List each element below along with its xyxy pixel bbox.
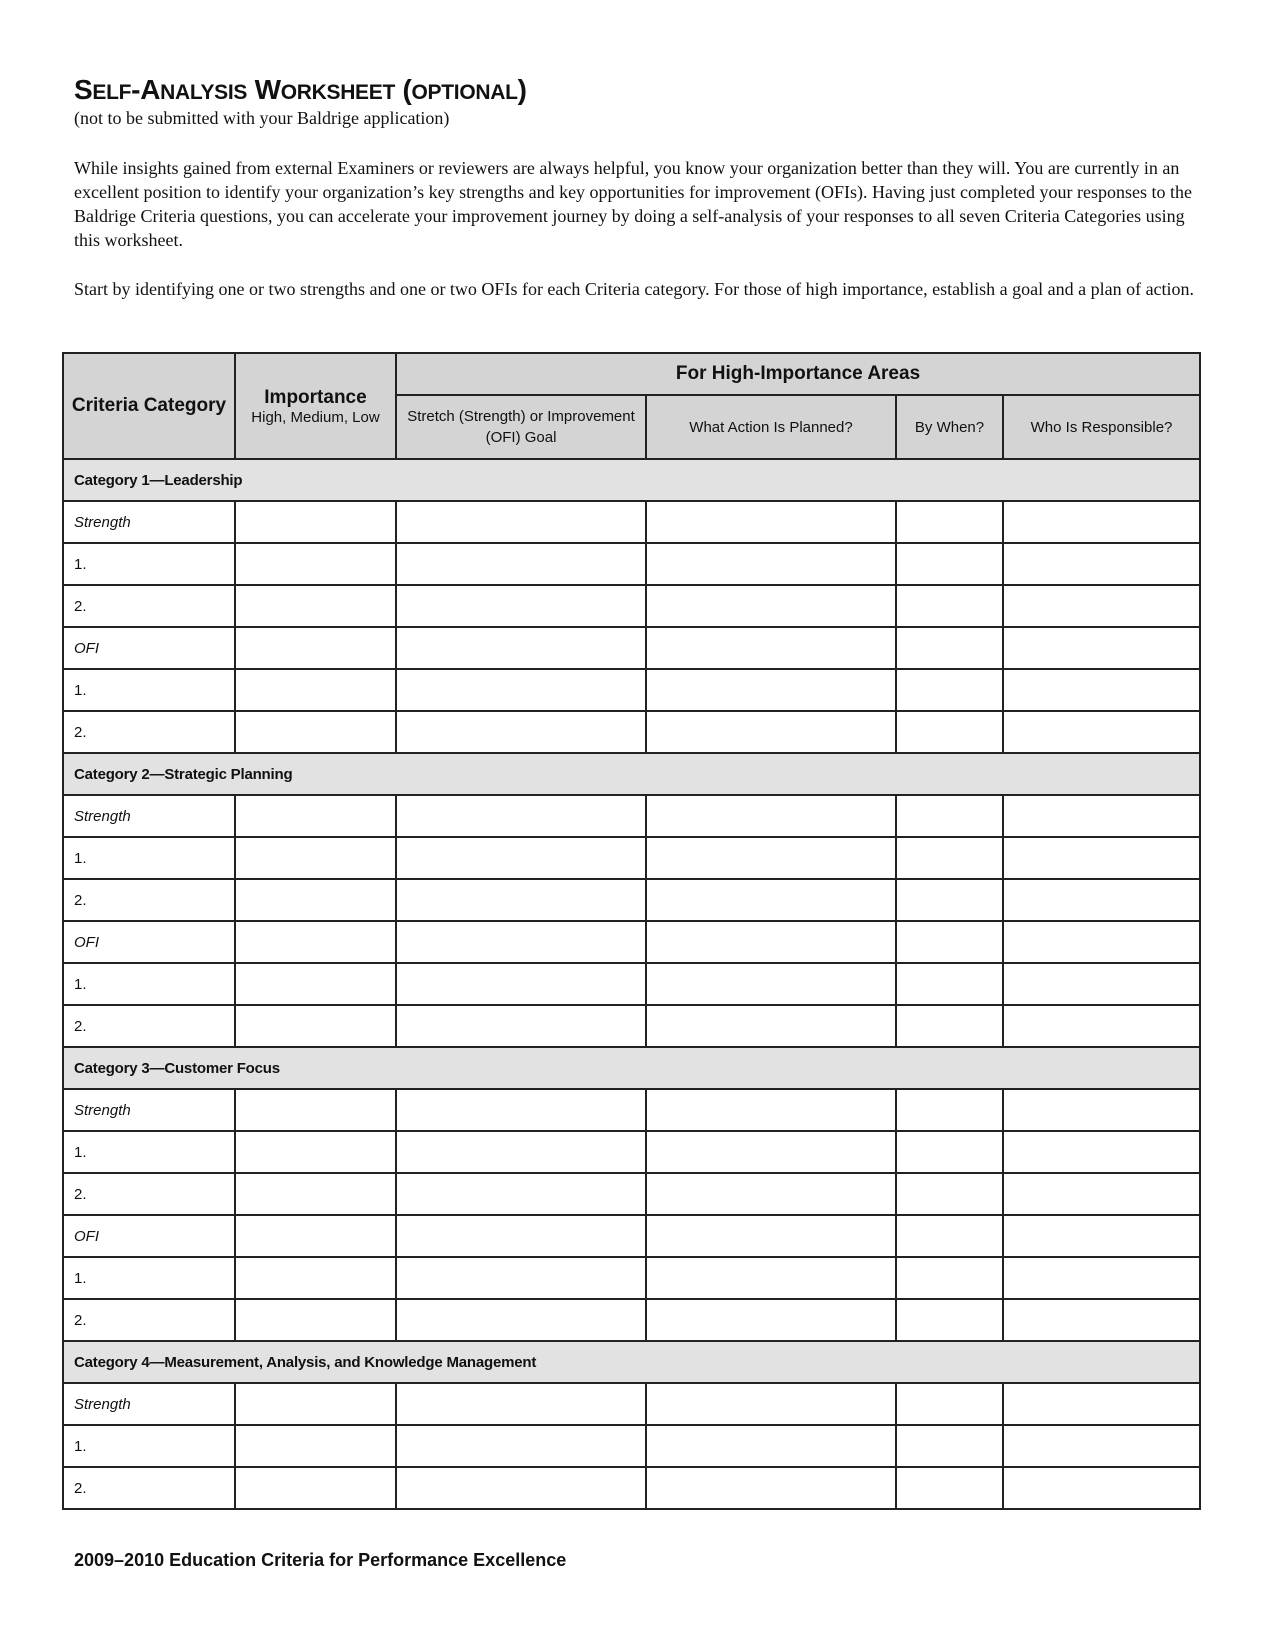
goal-cell[interactable] — [396, 963, 646, 1005]
table-row — [63, 1467, 1200, 1509]
goal-cell[interactable] — [396, 585, 646, 627]
importance-cell[interactable] — [235, 795, 396, 837]
responsible-cell[interactable] — [1003, 1425, 1200, 1467]
importance-cell[interactable] — [235, 627, 396, 669]
responsible-cell[interactable] — [1003, 711, 1200, 753]
action-cell[interactable] — [646, 1467, 896, 1509]
importance-cell[interactable] — [235, 1425, 396, 1467]
by-when-cell[interactable] — [896, 711, 1003, 753]
category-label: Category 1—Leadership — [63, 459, 1200, 501]
goal-cell[interactable] — [396, 795, 646, 837]
row-label: 2. — [63, 1173, 235, 1215]
by-when-cell[interactable] — [896, 1005, 1003, 1047]
by-when-cell[interactable] — [896, 879, 1003, 921]
instructions-paragraph: Start by identifying one or two strengths and one or two OFIs for each Criteria category. For those of high importance, establish a goal and a plan of action. — [74, 279, 1195, 299]
goal-cell[interactable] — [396, 669, 646, 711]
row-label: 2. — [63, 1005, 235, 1047]
by-when-cell[interactable] — [896, 837, 1003, 879]
row-label: 1. — [63, 669, 235, 711]
action-cell[interactable] — [646, 963, 896, 1005]
responsible-cell[interactable] — [1003, 1089, 1200, 1131]
table-row — [63, 795, 1200, 837]
importance-cell[interactable] — [235, 1131, 396, 1173]
responsible-cell[interactable] — [1003, 1173, 1200, 1215]
action-cell[interactable] — [646, 1089, 896, 1131]
by-when-cell[interactable] — [896, 1131, 1003, 1173]
responsible-cell[interactable] — [1003, 543, 1200, 585]
responsible-cell[interactable] — [1003, 585, 1200, 627]
responsible-cell[interactable] — [1003, 1299, 1200, 1341]
goal-cell[interactable] — [396, 543, 646, 585]
table-row — [63, 837, 1200, 879]
responsible-cell[interactable] — [1003, 795, 1200, 837]
responsible-header: Who Is Responsible? — [1003, 395, 1200, 459]
category-row — [63, 1341, 1200, 1383]
category-row — [63, 459, 1200, 501]
by-when-cell[interactable] — [896, 585, 1003, 627]
goal-cell[interactable] — [396, 1173, 646, 1215]
responsible-cell[interactable] — [1003, 627, 1200, 669]
row-label: 1. — [63, 837, 235, 879]
action-cell[interactable] — [646, 669, 896, 711]
by-when-cell[interactable] — [896, 669, 1003, 711]
by-when-cell[interactable] — [896, 1467, 1003, 1509]
by-when-header: By When? — [896, 395, 1003, 459]
row-label: Strength — [63, 501, 235, 543]
goal-cell[interactable] — [396, 1467, 646, 1509]
table-row — [63, 879, 1200, 921]
by-when-cell[interactable] — [896, 1089, 1003, 1131]
goal-cell[interactable] — [396, 837, 646, 879]
table-row — [63, 1215, 1200, 1257]
action-cell[interactable] — [646, 1131, 896, 1173]
responsible-cell[interactable] — [1003, 837, 1200, 879]
high-importance-group-header: For High-Importance Areas — [396, 353, 1200, 395]
table-row — [63, 1089, 1200, 1131]
action-cell[interactable] — [646, 1173, 896, 1215]
by-when-cell[interactable] — [896, 1299, 1003, 1341]
category-row — [63, 1047, 1200, 1089]
goal-cell[interactable] — [396, 1383, 646, 1425]
action-cell[interactable] — [646, 585, 896, 627]
goal-cell[interactable] — [396, 1215, 646, 1257]
responsible-cell[interactable] — [1003, 921, 1200, 963]
importance-cell[interactable] — [235, 1257, 396, 1299]
importance-cell[interactable] — [235, 921, 396, 963]
row-label: 2. — [63, 1467, 235, 1509]
table-row — [63, 921, 1200, 963]
table-row — [63, 963, 1200, 1005]
importance-cell[interactable] — [235, 1005, 396, 1047]
row-label: 2. — [63, 711, 235, 753]
responsible-cell[interactable] — [1003, 1383, 1200, 1425]
action-cell[interactable] — [646, 1257, 896, 1299]
table-row — [63, 585, 1200, 627]
responsible-cell[interactable] — [1003, 501, 1200, 543]
responsible-cell[interactable] — [1003, 1215, 1200, 1257]
importance-cell[interactable] — [235, 963, 396, 1005]
row-label: 2. — [63, 1299, 235, 1341]
responsible-cell[interactable] — [1003, 879, 1200, 921]
action-cell[interactable] — [646, 1425, 896, 1467]
importance-cell[interactable] — [235, 669, 396, 711]
row-label: 1. — [63, 1131, 235, 1173]
table-row — [63, 627, 1200, 669]
criteria-category-header: Criteria Category — [63, 353, 235, 459]
by-when-cell[interactable] — [896, 543, 1003, 585]
action-cell[interactable] — [646, 879, 896, 921]
row-label: 1. — [63, 1257, 235, 1299]
table-row — [63, 1299, 1200, 1341]
action-cell[interactable] — [646, 795, 896, 837]
row-label: 2. — [63, 585, 235, 627]
row-label: Strength — [63, 795, 235, 837]
table-row — [63, 1257, 1200, 1299]
row-label: OFI — [63, 921, 235, 963]
by-when-cell[interactable] — [896, 795, 1003, 837]
row-label: OFI — [63, 627, 235, 669]
goal-cell[interactable] — [396, 1131, 646, 1173]
category-label: Category 4—Measurement, Analysis, and Knowledge Management — [63, 1341, 1200, 1383]
row-label: OFI — [63, 1215, 235, 1257]
row-label: Strength — [63, 1383, 235, 1425]
goal-header: Stretch (Strength) or Improvement (OFI) Goal — [396, 395, 646, 459]
importance-cell[interactable] — [235, 1215, 396, 1257]
by-when-cell[interactable] — [896, 1425, 1003, 1467]
category-label: Category 3—Customer Focus — [63, 1047, 1200, 1089]
importance-cell[interactable] — [235, 1089, 396, 1131]
importance-cell[interactable] — [235, 837, 396, 879]
importance-cell[interactable] — [235, 1173, 396, 1215]
page-title: SELF-ANALYSIS WORKSHEET (OPTIONAL) — [74, 74, 527, 105]
self-analysis-table — [62, 352, 1201, 1510]
category-label: Category 2—Strategic Planning — [63, 753, 1200, 795]
category-row — [63, 753, 1200, 795]
action-cell[interactable] — [646, 837, 896, 879]
importance-header-sub: High, Medium, Low — [251, 408, 380, 426]
goal-cell[interactable] — [396, 1425, 646, 1467]
goal-cell[interactable] — [396, 879, 646, 921]
action-cell[interactable] — [646, 921, 896, 963]
goal-cell[interactable] — [396, 921, 646, 963]
page-subtitle: (not to be submitted with your Baldrige application) — [74, 108, 450, 128]
row-label: Strength — [63, 1089, 235, 1131]
importance-cell[interactable] — [235, 1383, 396, 1425]
importance-cell[interactable] — [235, 543, 396, 585]
importance-cell[interactable] — [235, 711, 396, 753]
action-cell[interactable] — [646, 1215, 896, 1257]
importance-header-label: Importance — [264, 386, 367, 408]
importance-cell[interactable] — [235, 501, 396, 543]
action-cell[interactable] — [646, 1005, 896, 1047]
by-when-cell[interactable] — [896, 1257, 1003, 1299]
by-when-cell[interactable] — [896, 963, 1003, 1005]
goal-cell[interactable] — [396, 501, 646, 543]
action-cell[interactable] — [646, 711, 896, 753]
importance-cell[interactable] — [235, 879, 396, 921]
importance-cell[interactable] — [235, 1299, 396, 1341]
goal-cell[interactable] — [396, 1005, 646, 1047]
table-row — [63, 1005, 1200, 1047]
by-when-cell[interactable] — [896, 627, 1003, 669]
table-body — [63, 459, 1200, 1509]
responsible-cell[interactable] — [1003, 963, 1200, 1005]
importance-cell[interactable] — [235, 585, 396, 627]
action-cell[interactable] — [646, 1299, 896, 1341]
action-cell[interactable] — [646, 1383, 896, 1425]
table-row — [63, 543, 1200, 585]
by-when-cell[interactable] — [896, 501, 1003, 543]
action-cell[interactable] — [646, 501, 896, 543]
responsible-cell[interactable] — [1003, 1467, 1200, 1509]
table-row — [63, 1131, 1200, 1173]
action-header: What Action Is Planned? — [646, 395, 896, 459]
row-label: 1. — [63, 1425, 235, 1467]
responsible-cell[interactable] — [1003, 669, 1200, 711]
table-row — [63, 669, 1200, 711]
table-row — [63, 1173, 1200, 1215]
by-when-cell[interactable] — [896, 1383, 1003, 1425]
row-label: 1. — [63, 963, 235, 1005]
by-when-cell[interactable] — [896, 921, 1003, 963]
table-row — [63, 711, 1200, 753]
by-when-cell[interactable] — [896, 1173, 1003, 1215]
goal-cell[interactable] — [396, 1089, 646, 1131]
goal-cell[interactable] — [396, 1257, 646, 1299]
table-row — [63, 1383, 1200, 1425]
goal-cell[interactable] — [396, 711, 646, 753]
row-label: 1. — [63, 543, 235, 585]
intro-paragraph: While insights gained from external Examiners or reviewers are always helpful, you know your organization better than they will. You are currently in an excellent position to identify your organization’s key strengths and key opportunities for improvement (OFIs). Having just completed your responses to the Baldrige Criteria questions, you can accelerate your improvement journey by doing a self-analysis of your responses to all seven Criteria Categories using this worksheet. — [74, 158, 1192, 250]
importance-cell[interactable] — [235, 1467, 396, 1509]
responsible-cell[interactable] — [1003, 1257, 1200, 1299]
page-footer: 2009–2010 Education Criteria for Performance Excellence — [74, 1550, 567, 1570]
responsible-cell[interactable] — [1003, 1005, 1200, 1047]
row-label: 2. — [63, 879, 235, 921]
responsible-cell[interactable] — [1003, 1131, 1200, 1173]
goal-cell[interactable] — [396, 627, 646, 669]
action-cell[interactable] — [646, 627, 896, 669]
table-row — [63, 1425, 1200, 1467]
action-cell[interactable] — [646, 543, 896, 585]
goal-cell[interactable] — [396, 1299, 646, 1341]
table-row — [63, 501, 1200, 543]
by-when-cell[interactable] — [896, 1215, 1003, 1257]
importance-header — [235, 353, 396, 459]
